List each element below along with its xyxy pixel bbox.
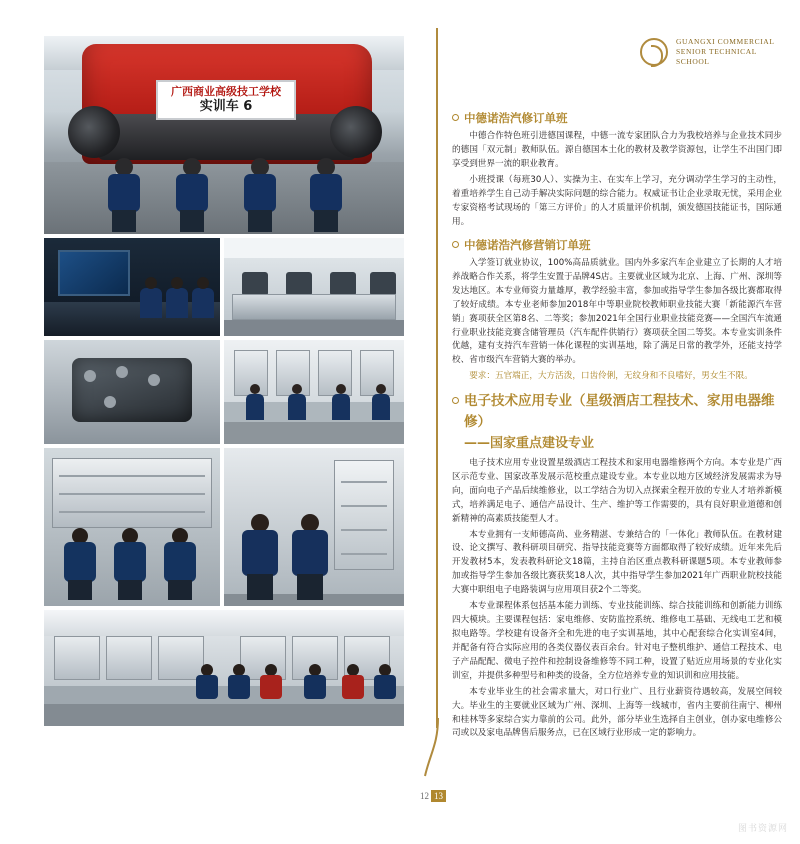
person-figure (104, 158, 144, 232)
requirements-paragraph: 要求：五官端正，大方活泼，口齿伶俐，无纹身和不良嗜好，男女生不限。 (469, 371, 753, 382)
gold-curve-decoration (424, 718, 454, 778)
person-figure (172, 158, 212, 232)
section-subtitle: ——国家重点建设专业 (464, 435, 595, 451)
section-marketing-order-class (452, 237, 782, 385)
page-folio (420, 790, 446, 802)
page-number-left: 12 (420, 791, 429, 801)
paragraph: 电子技术应用专业设置星级酒店工程技术和家用电器维修两个方向。本专业是广西区示范专业、国家改革发展示范校重点建设专业。本专业以地方区域经济发展需求为导向，面向电子产品后续维修业，以工学结合为切入点探索全程开放的专业人才培养新模式，培养满足电子、通信产品设计、生产、维护等工作需要的，具有良好职业道德和创新精神的高素质技能型人才。 (452, 457, 782, 524)
section-electronics-major (452, 391, 782, 741)
engine-closeup-photo (44, 340, 220, 444)
paragraph: 本专业课程体系包括基本能力训练、专业技能训练、综合技能训练和创新能力训练四大模块。主要课程包括：家电维修、安防监控系统、维修电工基础、无线电工艺和模拟电路等。学校建有设备齐全和先进的电子实训基地，其中心配套综合化实训室4间，并配备有符合实际应用的各类仪器仪表百余台。针对电子整机维护、通信工程技术、电子产品配配、微电子控件和控制设备维修等不同工种，设置了贴近应用场景的专业化实训室，并提供多种型号和种类的设备，全方位培养专业的知识训和应用技能。 (452, 601, 782, 681)
school-name-en-line2: SENIOR TECHNICAL SCHOOL (676, 46, 757, 67)
car-on-lift-photo (44, 36, 404, 234)
section-heading (452, 237, 782, 254)
paragraph: 本专业拥有一支师德高尚、业务精湛、专兼结合的「一体化」教师队伍。在教材建设、论文撰写、教科研项目研究、指导技能竞赛等方面都取得了较好成绩。近年来先后开发教材5本，发表教科研论文18篇，主持自治区重点教科研课题5项。本专业教师参加或指导学生参加各级比赛获奖18人次，其中指导学生参加2021年广西职业院校技能大赛中职组电子电路装调与应用项目获2个二等奖。 (452, 529, 782, 596)
person-figure (306, 158, 346, 232)
large-training-room-photo (44, 610, 404, 726)
school-name-en-line1: GUANGXI COMMERCIAL (676, 36, 775, 46)
banner-line-2: 实训车 6 (199, 98, 253, 114)
paragraph: 本专业毕业生的社会需求量大，对口行业广、且行业薪资待遇较高，发展空间较大。毕业生的主要就业区域为广州、深圳、上海等一线城市，省内主要前往南宁、柳州和桂林等多家综合实力靠前的公司。此外，部分毕业生选择自主创业，创办家电维修公司或以及家电品牌售后服务点，已在区域行业形成一定的影响力。 (452, 686, 782, 739)
students-working-photo (44, 448, 220, 606)
section-title: 中德诺浩汽修订单班 (464, 111, 568, 125)
paragraph: 入学签订就业协议，100%高品质就业。国内外多家汽车企业建立了长期的人才培养战略合作关系，将学生安置于品牌4S店。主要就业区域为北京、上海、广州、深圳等发达地区。本专业师资力量雄厚，教学经验丰富，参加或指导学生参加各级比赛都取得了较好成绩。本专业老师参加2018年中等职业院校教师职业技能大赛「新能源汽车营销」赛项获全区第8名、二等奖；参加2021年全国行业职业技能竞赛——全国汽车流通行业职业技能竞赛含储管理员（汽车配件供销行）赛项获全国二等奖。本专业实训条件优越，建有支持汽车营销一体化课程的实训基地，除了满足日常的教学外，还能支持学校、省市级汽车营销大赛的举办。 (452, 257, 782, 366)
banner-caption (156, 80, 296, 120)
ring-bullet-icon (452, 114, 459, 121)
school-crest-icon (640, 38, 668, 66)
section-heading (452, 391, 782, 432)
page-number-right: 13 (431, 790, 446, 802)
paragraph: 中德合作特色班引进德国课程，中德一流专家团队合力为我校培养与企业技术同步的德国「双元制」教师队伍。源自德国本土化的教材及教学资源包，让学生不出国门即享受到世界一流的职业教育。 (452, 131, 782, 170)
section-title: 中德诺浩汽修营销订单班 (464, 237, 591, 252)
classroom-projector-photo (44, 238, 220, 336)
school-logo-header (640, 34, 786, 70)
ring-bullet-icon (452, 241, 459, 248)
article-body (452, 110, 782, 748)
person-figure (240, 158, 280, 232)
paragraph: 小班授课（每班30人）、实操为主、在实车上学习，充分调动学生学习的主动性，着重培养学生自己动手解决实际问题的综合能力。权威证书让企业录取无忧，采用企业专家资格考试现场的「第三方评价」的人才质量评价机制，颁发德国技能证书，国际通用。 (452, 175, 782, 227)
watermark: 图书资源网 (737, 824, 788, 834)
engine-lab-photo (224, 238, 404, 336)
electronics-lab-photo (224, 340, 404, 444)
section-title: 电子技术应用专业（星级酒店工程技术、家用电器维修） (464, 393, 775, 430)
ring-bullet-icon (452, 397, 459, 404)
section-heading (452, 110, 782, 127)
electronics-bench-photo (224, 448, 404, 606)
photo-collage (44, 36, 404, 726)
section-order-class (452, 110, 782, 230)
gold-divider-rule (436, 28, 438, 728)
banner-line-1: 广西商业高级技工学校 (171, 85, 281, 98)
